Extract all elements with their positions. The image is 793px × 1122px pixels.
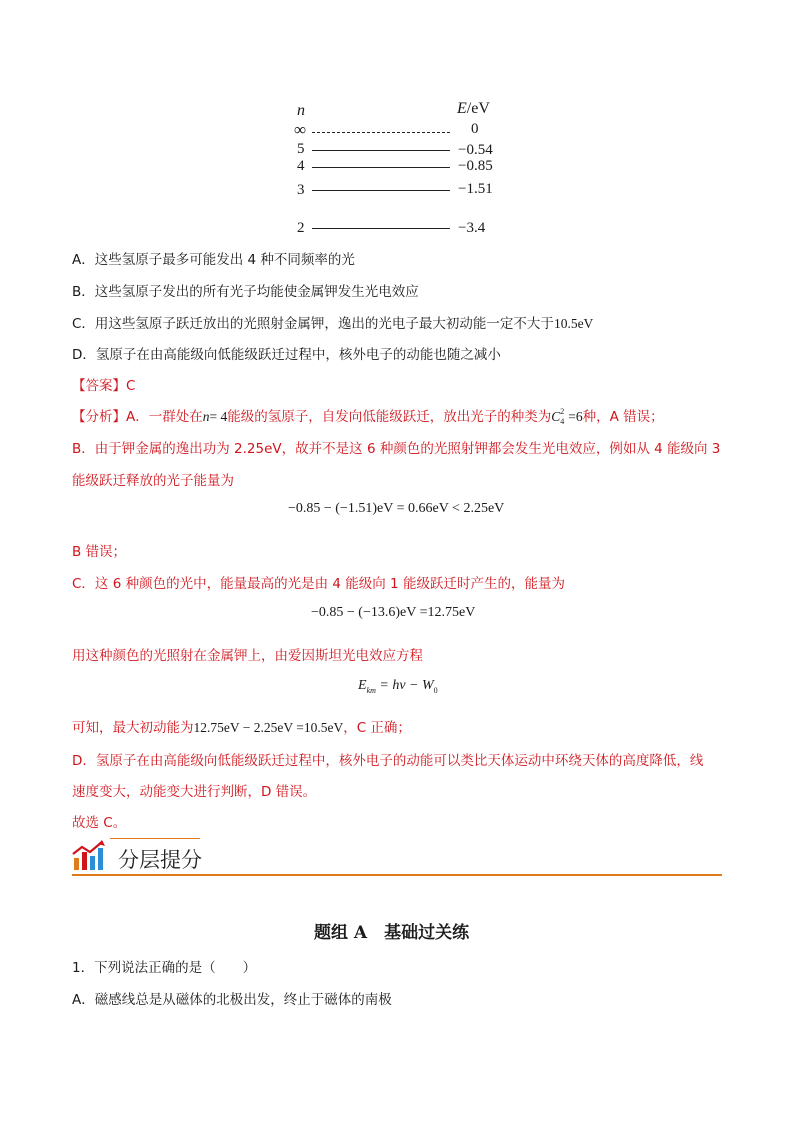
analysis-line-c1: C．这 6 种颜色的光中，能量最高的光是由 4 能级向 1 能级跃迁时产生的，能量为 bbox=[72, 576, 565, 592]
level-n-2: 2 bbox=[297, 220, 305, 236]
einstein-w-sub: 0 bbox=[433, 686, 438, 695]
section-banner-title: 分层提分 bbox=[118, 848, 202, 872]
c3-suffix: ，C 正确； bbox=[343, 720, 411, 736]
level-n-3: 3 bbox=[297, 182, 305, 198]
analysis-a-prefix: 【分析】A．一群处在 bbox=[72, 409, 203, 425]
analysis-line-c2: 用这种颜色的光照射在金属钾上，由爱因斯坦光电效应方程 bbox=[72, 648, 423, 664]
c3-prefix: 可知，最大初动能为 bbox=[72, 720, 194, 736]
question-1: 1．下列说法正确的是（ ） bbox=[72, 960, 257, 976]
level-line-5 bbox=[312, 150, 450, 151]
n-axis-label: n bbox=[297, 102, 305, 119]
answer-line: 【答案】C bbox=[72, 378, 136, 394]
option-b: B．这些氢原子发出的所有光子均能使金属钾发生光电效应 bbox=[72, 284, 419, 300]
formula-b: −0.85 − (−1.51)eV = 0.66eV < 2.25eV bbox=[288, 501, 505, 516]
option-c bbox=[72, 312, 593, 332]
option-c-value: 10.5eV bbox=[553, 316, 594, 331]
level-e-3: −1.51 bbox=[458, 181, 493, 197]
analysis-line-b2: 能级跃迁释放的光子能量为 bbox=[72, 473, 234, 489]
comb-eq: =6 bbox=[568, 409, 583, 424]
analysis-b-end: B 错误； bbox=[72, 544, 127, 560]
level-e-5: −0.54 bbox=[458, 142, 493, 158]
group-title: 题组 A 基础过关练 bbox=[314, 923, 470, 943]
einstein-e: E bbox=[358, 678, 367, 693]
level-line-2 bbox=[312, 228, 450, 229]
analysis-a-n-symbol: n bbox=[202, 409, 210, 424]
option-a: A．这些氢原子最多可能发出 4 种不同频率的光 bbox=[72, 252, 355, 268]
question-1-option-a: A．磁感线总是从磁体的北极出发，终止于磁体的南极 bbox=[72, 992, 392, 1008]
level-line-4 bbox=[312, 167, 450, 168]
option-d: D．氢原子在由高能级向低能级跃迁过程中，核外电子的动能也随之减小 bbox=[72, 347, 501, 363]
growth-chart-icon bbox=[72, 840, 106, 872]
analysis-a-n-eq: = 4 bbox=[209, 409, 228, 424]
level-line-inf bbox=[312, 132, 450, 133]
c3-formula: 12.75eV − 2.25eV =10.5eV bbox=[193, 720, 344, 735]
comb-sub: 4 bbox=[560, 417, 565, 426]
analysis-line-c3 bbox=[72, 716, 411, 736]
comb-c: C bbox=[551, 409, 561, 424]
analysis-line-b1: B．由于钾金属的逸出功为 2.25eV，故并不是这 6 种颜色的光照射钾都会发生光电效应，例如从 4 能级向 3 bbox=[72, 441, 721, 457]
level-n-4: 4 bbox=[297, 158, 305, 174]
banner-bottom-rule bbox=[72, 874, 722, 876]
level-n-5: 5 bbox=[297, 141, 305, 157]
conclusion-line: 故选 C。 bbox=[72, 815, 127, 831]
comb-sup: 2 bbox=[560, 407, 565, 416]
einstein-e-sub: km bbox=[366, 686, 376, 695]
formula-einstein bbox=[358, 678, 438, 694]
option-c-text: C．用这些氢原子跃迁放出的光照射金属钾，逸出的光电子最大初动能一定不大于 bbox=[72, 316, 554, 332]
analysis-line-a bbox=[72, 405, 664, 425]
level-n-inf: ∞ bbox=[294, 120, 307, 139]
analysis-a-suffix: 种，A 错误； bbox=[582, 409, 664, 425]
level-e-4: −0.85 bbox=[458, 158, 493, 174]
formula-c: −0.85 − (−13.6)eV =12.75eV bbox=[311, 605, 476, 620]
level-e-inf: 0 bbox=[471, 121, 479, 137]
level-line-3 bbox=[312, 190, 450, 191]
energy-axis-label: E/eV bbox=[457, 100, 490, 117]
analysis-a-mid: 能级的氢原子，自发向低能级跃迁，放出光子的种类为 bbox=[227, 409, 552, 425]
combination-formula bbox=[551, 409, 582, 424]
banner-top-rule bbox=[110, 838, 200, 839]
einstein-rest: = hν − W bbox=[375, 678, 434, 693]
analysis-line-d1: D．氢原子在由高能级向低能级跃迁过程中，核外电子的动能可以类比天体运动中环绕天体的高度降低，线 bbox=[72, 753, 704, 769]
level-e-2: −3.4 bbox=[458, 220, 486, 236]
analysis-line-d2: 速度变大，动能变大进行判断，D 错误。 bbox=[72, 784, 317, 800]
